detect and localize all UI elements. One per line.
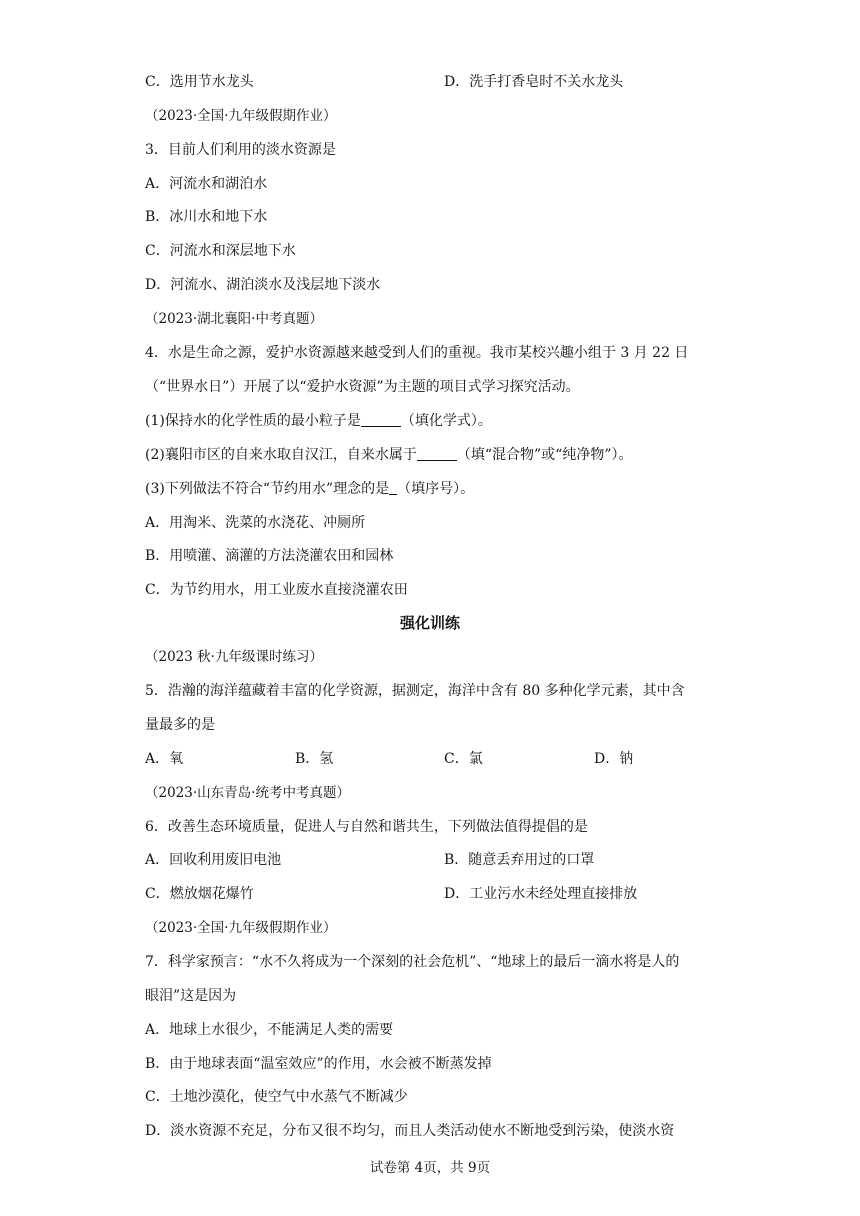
q3-stem: 3．目前人们利用的淡水资源是 [145,142,336,158]
q3-option-b: B．冰川水和地下水 [145,209,268,225]
q7-option-a: A．地球上水很少，不能满足人类的需要 [145,1022,394,1038]
q4-stem-line2: （“世界水日”）开展了以“爱护水资源”为主题的项目式学习探究活动。 [145,379,580,395]
answer-blank-2[interactable] [417,446,457,461]
q7-stem-line2: 眼泪”这是因为 [145,988,237,1004]
q4-sub1-hint: （填化学式）。 [400,413,492,429]
q7-stem-line1: 7．科学家预言：“水不久将成为一个深刻的社会危机”、“地球上的最后一滴水将是人的 [145,954,680,970]
q6-option-a: A．回收利用废旧电池 [145,852,282,868]
q4-option-c: C．为节约用水，用工业废水直接浇灌农田 [145,582,408,598]
q3-source: （2023·全国·九年级假期作业） [145,108,337,124]
section-title: 强化训练 [399,614,460,632]
q5-stem-line2: 量最多的是 [145,717,215,733]
q6-option-d: D．工业污水未经处理直接排放 [444,886,638,902]
q3-option-c: C．河流水和深层地下水 [145,243,296,259]
q7-option-c: C．土地沙漠化，使空气中水蒸气不断减少 [145,1089,408,1105]
q4-sub-question-3 [145,479,474,499]
q5-stem-line1: 5．浩瀚的海洋蕴藏着丰富的化学资源，据测定，海洋中含有 80 多种化学元素，其中含 [145,683,685,699]
q6-source: （2023·山东青岛·统考中考真题） [145,785,350,801]
q4-source: （2023·湖北襄阳·中考真题） [145,311,323,327]
q4-option-a: A．用淘米、洗菜的水浇花、冲厕所 [145,515,366,531]
q2-option-d: D．洗手打香皂时不关水龙头 [444,74,624,90]
answer-blank-1[interactable] [361,412,401,427]
q4-sub3-text: (3)下列做法不符合“节约用水”理念的是 [145,481,390,497]
q5-option-a: A．氧 [145,751,184,767]
q5-option-c: C．氯 [444,751,483,767]
q4-sub3-hint: （填序号）。 [397,481,475,497]
q5-source: （2023 秋·九年级课时练习） [145,649,323,665]
q4-sub2-hint: （填“混合物”或“纯净物”）。 [456,447,633,463]
q2-option-c: C．选用节水龙头 [145,74,254,90]
q4-option-b: B．用喷灌、滴灌的方法浇灌农田和园林 [145,548,394,564]
q4-sub1-text: (1)保持水的化学性质的最小粒子是 [145,413,361,429]
q3-option-d: D．河流水、湖泊淡水及浅层地下淡水 [145,277,381,293]
q4-stem-line1: 4．水是生命之源，爱护水资源越来越受到人们的重视。我市某校兴趣小组于 3 月 22 日 [145,345,689,361]
q6-stem: 6．改善生态环境质量，促进人与自然和谐共生，下列做法值得提倡的是 [145,819,588,835]
q7-option-d: D．淡水资源不充足，分布又很不均匀，而且人类活动使水不断地受到污染，使淡水资 [145,1123,675,1139]
q5-option-b: B．氢 [295,751,334,767]
page-footer: 试卷第 4页，共 9页 [369,1160,491,1176]
q7-option-b: B．由于地球表面“温室效应”的作用，水会被不断蒸发掉 [145,1056,492,1072]
q5-option-d: D．钠 [594,751,634,767]
q6-option-b: B．随意丢弃用过的口罩 [444,852,595,868]
q4-sub-question-1 [145,411,492,431]
q4-sub-question-2 [145,445,632,465]
answer-blank-3[interactable] [389,480,397,495]
q6-option-c: C．燃放烟花爆竹 [145,886,254,902]
q3-option-a: A．河流水和湖泊水 [145,176,268,192]
q7-source: （2023·全国·九年级假期作业） [145,920,337,936]
q4-sub2-text: (2)襄阳市区的自来水取自汉江，自来水属于 [145,447,417,463]
